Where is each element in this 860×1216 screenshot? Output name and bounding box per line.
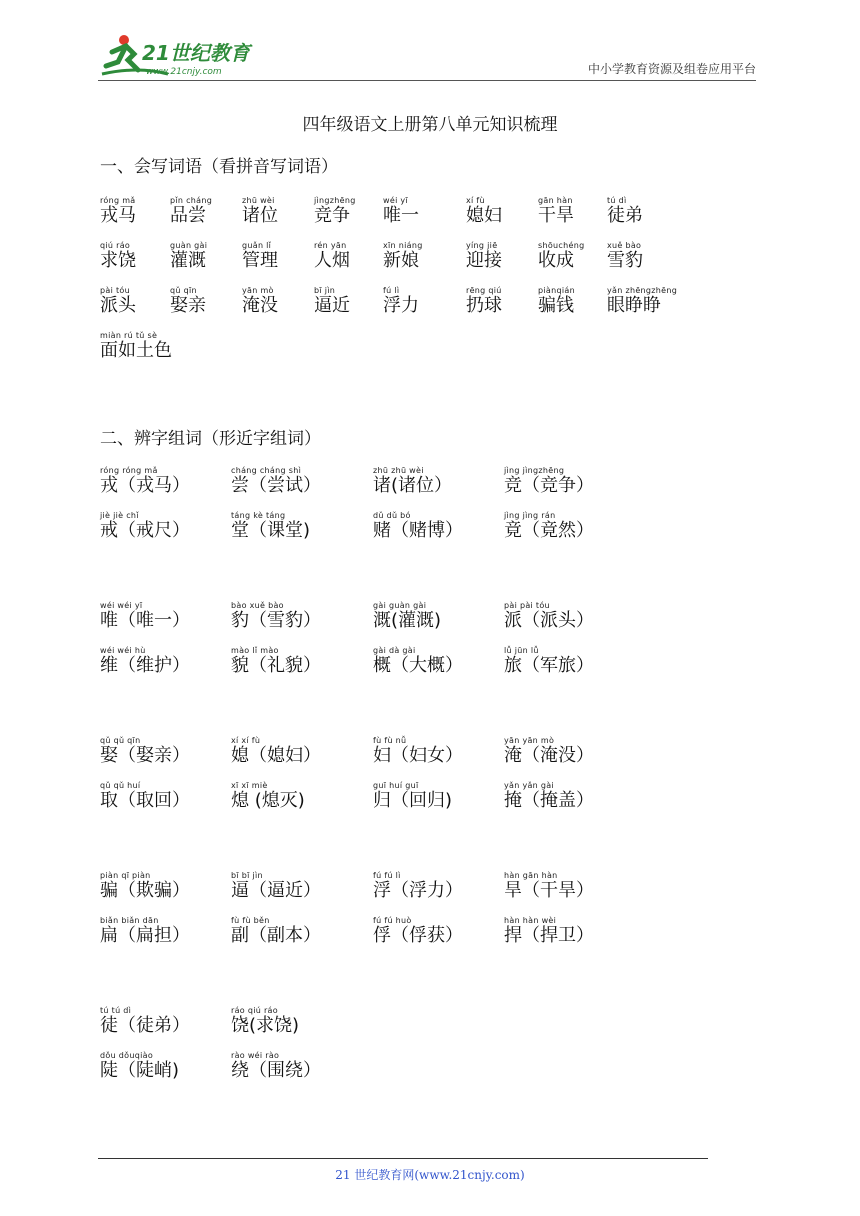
word-entry: [607, 286, 677, 317]
word-entry: [100, 916, 190, 947]
chinese-word: 竟（竟然）: [504, 520, 594, 541]
chinese-word: 诸(诸位）: [373, 475, 453, 496]
chinese-word: 唯（唯一）: [100, 610, 190, 631]
pinyin: tú dì: [607, 196, 627, 205]
chinese-word: 诸位: [242, 205, 278, 226]
pinyin: gài dà gài: [373, 646, 416, 655]
chinese-word: 收成: [538, 250, 574, 271]
pinyin: zhū zhū wèi: [373, 466, 424, 475]
pinyin: hàn hàn wèi: [504, 916, 557, 925]
word-entry: [170, 241, 207, 272]
pinyin: gān hàn: [538, 196, 573, 205]
chinese-word: 副（副本）: [231, 925, 321, 946]
pinyin: dǒu dǒuqiào: [100, 1051, 154, 1060]
site-logo: [98, 30, 268, 82]
pinyin: fú lì: [383, 286, 400, 295]
chinese-word: 取（取回）: [100, 790, 190, 811]
word-entry: [383, 286, 419, 317]
section2-heading: 二、辨字组词（形近字组词）: [100, 429, 321, 449]
chinese-word: 堂（课堂): [231, 520, 311, 541]
footer-divider: [98, 1158, 708, 1159]
chinese-word: 尝（尝试）: [231, 475, 321, 496]
word-entry: [100, 646, 190, 677]
chinese-word: 唯一: [383, 205, 419, 226]
word-entry: [373, 466, 452, 497]
footer-text: 21 世纪教育网(www.21cnjy.com): [335, 1168, 525, 1182]
pinyin: xī xī miè: [231, 781, 268, 790]
word-entry: [538, 196, 574, 227]
word-entry: [100, 511, 190, 542]
chinese-word: 骗（欺骗）: [100, 880, 190, 901]
word-entry: [100, 1006, 190, 1037]
word-entry: [504, 736, 594, 767]
pinyin: pài tóu: [100, 286, 130, 295]
word-entry: [373, 871, 463, 902]
word-entry: [242, 241, 278, 272]
word-entry: [607, 196, 643, 227]
pinyin: qǔ qīn: [170, 286, 197, 295]
word-entry: [231, 1051, 321, 1082]
chinese-word: 竞争: [314, 205, 350, 226]
pinyin: jìng jìngzhēng: [504, 466, 565, 475]
chinese-word: 品尝: [170, 205, 206, 226]
pinyin: róng róng mǎ: [100, 466, 158, 475]
pinyin: táng kè táng: [231, 511, 286, 520]
pinyin: fú fú huò: [373, 916, 412, 925]
pinyin: wéi wéi yī: [100, 601, 143, 610]
word-entry: [100, 466, 190, 497]
chinese-word: 派头: [100, 295, 136, 316]
word-entry: [504, 916, 594, 947]
chinese-word: 浮力: [383, 295, 419, 316]
chinese-word: 干旱: [538, 205, 574, 226]
pinyin: xuě bào: [607, 241, 642, 250]
chinese-word: 饶(求饶): [231, 1015, 300, 1036]
pinyin: fù fù běn: [231, 916, 270, 925]
chinese-word: 人烟: [314, 250, 350, 271]
chinese-word: 管理: [242, 250, 278, 271]
pinyin: pǐn cháng: [170, 196, 213, 205]
word-entry: [466, 241, 502, 272]
pinyin: rén yān: [314, 241, 347, 250]
chinese-word: 戎马: [100, 205, 136, 226]
chinese-word: 娶（娶亲）: [100, 745, 190, 766]
pinyin: fù fù nǚ: [373, 736, 407, 745]
word-entry: [100, 601, 190, 632]
header-divider: [98, 80, 756, 81]
word-entry: [231, 601, 321, 632]
word-entry: [538, 241, 584, 272]
chinese-word: 豹（雪豹）: [231, 610, 321, 631]
pinyin: bào xuě bào: [231, 601, 284, 610]
word-entry: [231, 916, 321, 947]
chinese-word: 陡（陡峭): [100, 1060, 180, 1081]
section1-heading: 一、会写词语（看拼音写词语）: [100, 157, 338, 177]
word-entry: [504, 781, 594, 812]
word-entry: [231, 736, 321, 767]
pinyin: jìng jìng rán: [504, 511, 556, 520]
word-entry: [373, 736, 463, 767]
pinyin: rēng qiú: [466, 286, 502, 295]
word-entry: [314, 286, 350, 317]
word-entry: [100, 1051, 179, 1082]
word-entry: [231, 781, 305, 812]
word-entry: [100, 241, 136, 272]
chinese-word: 新娘: [383, 250, 419, 271]
word-entry: [100, 331, 172, 362]
chinese-word: 妇（妇女）: [373, 745, 463, 766]
pinyin: mào lǐ mào: [231, 646, 279, 655]
chinese-word: 媳妇: [466, 205, 502, 226]
word-entry: [504, 601, 594, 632]
pinyin: yǎn yǎn gài: [504, 781, 555, 790]
pinyin: wéi wéi hù: [100, 646, 146, 655]
chinese-word: 求饶: [100, 250, 136, 271]
word-entry: [607, 241, 643, 272]
chinese-word: 捍（捍卫）: [504, 925, 594, 946]
pinyin: miàn rú tǔ sè: [100, 331, 158, 340]
word-entry: [538, 286, 575, 317]
chinese-word: 灌溉: [170, 250, 206, 271]
word-entry: [314, 241, 350, 272]
pinyin: wéi yī: [383, 196, 408, 205]
chinese-word: 徒弟: [607, 205, 643, 226]
word-entry: [242, 286, 278, 317]
word-entry: [170, 286, 206, 317]
word-entry: [100, 196, 136, 227]
word-entry: [504, 871, 594, 902]
word-entry: [100, 781, 190, 812]
pinyin: bī jìn: [314, 286, 336, 295]
word-entry: [504, 646, 594, 677]
word-entry: [231, 511, 310, 542]
pinyin: yān mò: [242, 286, 274, 295]
pinyin: biǎn biǎn dān: [100, 916, 159, 925]
word-entry: [466, 286, 502, 317]
chinese-word: 徒（徒弟）: [100, 1015, 190, 1036]
chinese-word: 媳（媳妇）: [231, 745, 321, 766]
pinyin: zhū wèi: [242, 196, 275, 205]
word-entry: [466, 196, 502, 227]
chinese-word: 雪豹: [607, 250, 643, 271]
pinyin: cháng cháng shì: [231, 466, 302, 475]
pinyin: xīn niáng: [383, 241, 423, 250]
pinyin: jiè jiè chǐ: [100, 511, 139, 520]
chinese-word: 旅（军旅）: [504, 655, 594, 676]
chinese-word: 淹没: [242, 295, 278, 316]
word-entry: [383, 196, 419, 227]
pinyin: dǔ dǔ bó: [373, 511, 411, 520]
pinyin: pài pài tóu: [504, 601, 550, 610]
chinese-word: 眼睁睁: [607, 295, 661, 316]
chinese-word: 逼（逼近）: [231, 880, 321, 901]
pinyin: guī huí guī: [373, 781, 419, 790]
word-entry: [504, 511, 594, 542]
pinyin: bī bī jìn: [231, 871, 263, 880]
chinese-word: 淹（淹没）: [504, 745, 594, 766]
chinese-word: 浮（浮力）: [373, 880, 463, 901]
chinese-word: 竞（竞争）: [504, 475, 594, 496]
page-title: 四年级语文上册第八单元知识梳理: [302, 115, 558, 135]
word-entry: [231, 466, 321, 497]
pinyin: yíng jiē: [466, 241, 498, 250]
chinese-word: 掩（掩盖）: [504, 790, 594, 811]
pinyin: tú tú dì: [100, 1006, 132, 1015]
pinyin: xí xí fù: [231, 736, 261, 745]
pinyin: yān yān mò: [504, 736, 555, 745]
word-entry: [504, 466, 594, 497]
word-entry: [314, 196, 356, 227]
svg-text:21世纪教育: 21世纪教育: [142, 41, 250, 65]
chinese-word: 迎接: [466, 250, 502, 271]
pinyin: qǔ qǔ qīn: [100, 736, 141, 745]
chinese-word: 绕（围绕）: [231, 1060, 321, 1081]
svg-text:www.21cnjy.com: www.21cnjy.com: [146, 67, 222, 77]
chinese-word: 俘（俘获）: [373, 925, 463, 946]
word-entry: [373, 916, 463, 947]
pinyin: fú fú lì: [373, 871, 401, 880]
chinese-word: 熄 (熄灭): [231, 790, 305, 811]
pinyin: gài guàn gài: [373, 601, 427, 610]
chinese-word: 扔球: [466, 295, 502, 316]
pinyin: yǎn zhēngzhēng: [607, 286, 678, 295]
pinyin: guǎn lǐ: [242, 241, 272, 250]
word-entry: [100, 286, 136, 317]
platform-name: 中小学教育资源及组卷应用平台: [587, 62, 756, 76]
word-entry: [373, 781, 452, 812]
pinyin: ráo qiú ráo: [231, 1006, 278, 1015]
pinyin: jìngzhēng: [314, 196, 356, 205]
pinyin: piàn qī piàn: [100, 871, 151, 880]
chinese-word: 逼近: [314, 295, 350, 316]
word-entry: [100, 736, 190, 767]
chinese-word: 扁（扁担）: [100, 925, 190, 946]
chinese-word: 维（维护）: [100, 655, 190, 676]
pinyin: shōuchéng: [538, 241, 585, 250]
pinyin: rào wéi rào: [231, 1051, 280, 1060]
chinese-word: 戒（戒尺）: [100, 520, 190, 541]
word-entry: [170, 196, 212, 227]
word-entry: [242, 196, 278, 227]
chinese-word: 概（大概）: [373, 655, 463, 676]
chinese-word: 骗钱: [538, 295, 574, 316]
chinese-word: 溉(灌溉): [373, 610, 442, 631]
pinyin: lǚ jūn lǚ: [504, 646, 539, 655]
chinese-word: 貌（礼貌）: [231, 655, 321, 676]
word-entry: [231, 1006, 299, 1037]
chinese-word: 归（回归): [373, 790, 453, 811]
word-entry: [373, 601, 441, 632]
chinese-word: 娶亲: [170, 295, 206, 316]
pinyin: guàn gài: [170, 241, 208, 250]
word-entry: [373, 646, 463, 677]
word-entry: [231, 871, 321, 902]
word-entry: [231, 646, 321, 677]
pinyin: hàn gān hàn: [504, 871, 558, 880]
word-entry: [383, 241, 423, 272]
pinyin: qǔ qǔ huí: [100, 781, 141, 790]
pinyin: piànqián: [538, 286, 575, 295]
chinese-word: 旱（干旱）: [504, 880, 594, 901]
word-entry: [373, 511, 463, 542]
chinese-word: 戎（戎马）: [100, 475, 190, 496]
pinyin: róng mǎ: [100, 196, 136, 205]
chinese-word: 赌（赌博）: [373, 520, 463, 541]
pinyin: qiú ráo: [100, 241, 131, 250]
pinyin: xí fù: [466, 196, 485, 205]
chinese-word: 面如土色: [100, 340, 172, 361]
word-entry: [100, 871, 190, 902]
chinese-word: 派（派头）: [504, 610, 594, 631]
